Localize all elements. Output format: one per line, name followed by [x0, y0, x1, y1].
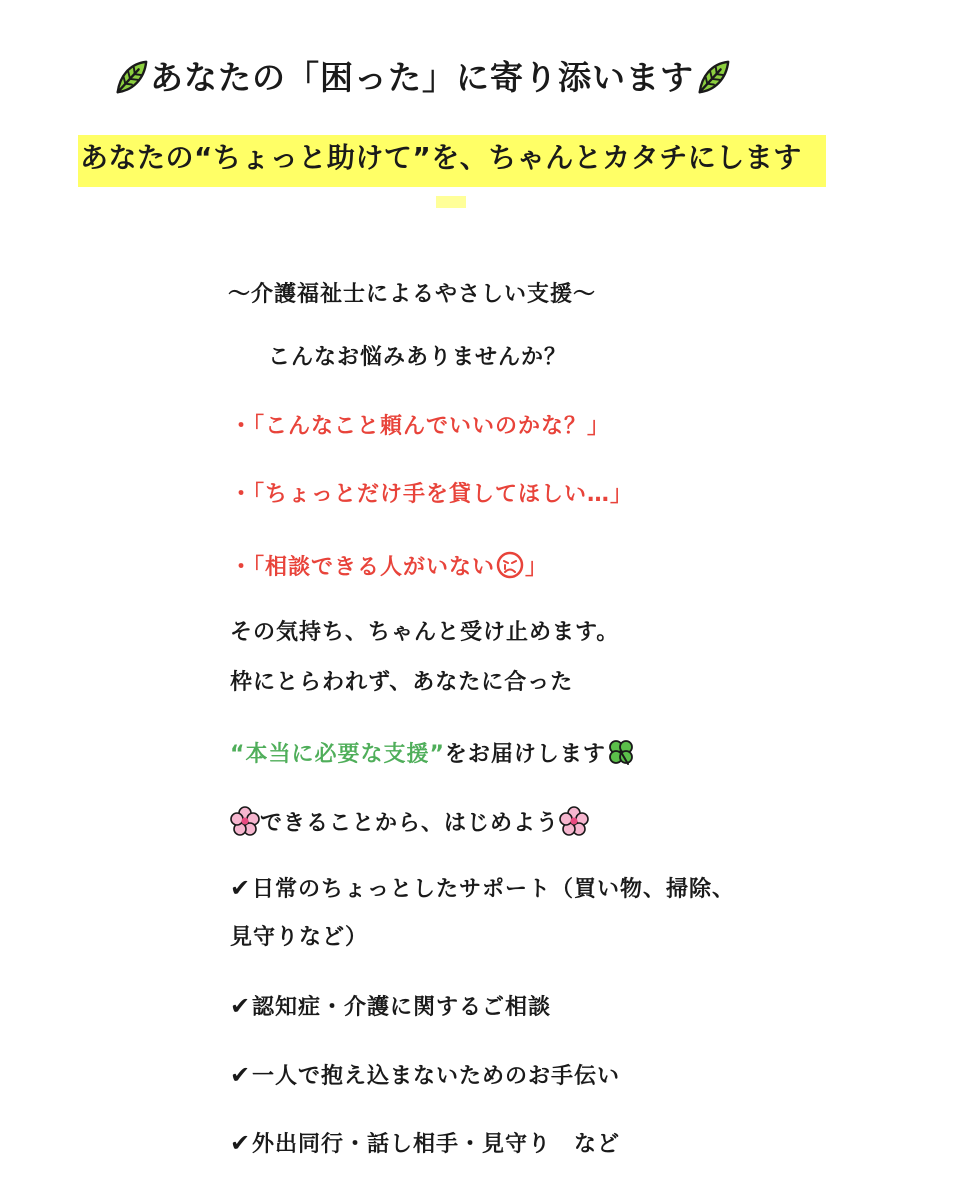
support-highlight: “本当に必要な支援”: [230, 742, 445, 767]
cherry-blossom-icon: [559, 806, 589, 836]
service-item-continued: 見守りなど）: [230, 925, 369, 950]
worry-item: ・「ちょっとだけ手を貸してほしい…」: [230, 482, 634, 507]
subtitle: あなたの“ちょっと助けて”を、ちゃんとカタチにします: [80, 141, 802, 174]
title-text: あなたの「困った」に寄り添います: [150, 58, 694, 97]
start-line: [230, 806, 589, 837]
service-item: [230, 992, 551, 1021]
service-text: 外出同行・話し相手・見守り など: [252, 1132, 621, 1157]
check-mark-icon: ✔: [230, 874, 252, 902]
leaf-icon: [694, 58, 732, 96]
worry-item: [230, 550, 548, 581]
message-line-1: その気持ち、ちゃんと受け止めます。: [230, 620, 620, 645]
service-item: [230, 1061, 620, 1090]
four-leaf-clover-icon: [606, 737, 636, 767]
service-item: [230, 874, 735, 903]
service-text: 一人で抱え込まないためのお手伝い: [252, 1064, 621, 1089]
check-mark-icon: ✔: [230, 992, 252, 1020]
worry-text-end: 」: [525, 555, 549, 580]
message-line-3-text: をお届けします: [444, 742, 606, 767]
worry-item: ・「こんなこと頼んでいいのかな？」: [230, 414, 611, 439]
service-item: [230, 1129, 620, 1158]
crying-face-icon: [495, 550, 525, 580]
question: こんなお悩みありませんか？: [268, 345, 568, 370]
worry-text: ・「相談できる人がいない: [230, 555, 496, 580]
service-text: 日常のちょっとしたサポート（買い物、掃除、: [252, 877, 736, 902]
highlight-mark: [436, 196, 466, 208]
page-title: [112, 58, 732, 98]
check-mark-icon: ✔: [230, 1061, 252, 1089]
start-text: できることから、はじめよう: [260, 811, 560, 836]
leaf-icon: [112, 58, 150, 96]
message-line-2: 枠にとらわれず、あなたに合った: [230, 670, 574, 695]
check-mark-icon: ✔: [230, 1129, 252, 1157]
tagline: 〜介護福祉士によるやさしい支援〜: [228, 282, 597, 307]
message-line-3: [230, 737, 636, 768]
service-text: 認知症・介護に関するご相談: [252, 995, 552, 1020]
cherry-blossom-icon: [230, 806, 260, 836]
